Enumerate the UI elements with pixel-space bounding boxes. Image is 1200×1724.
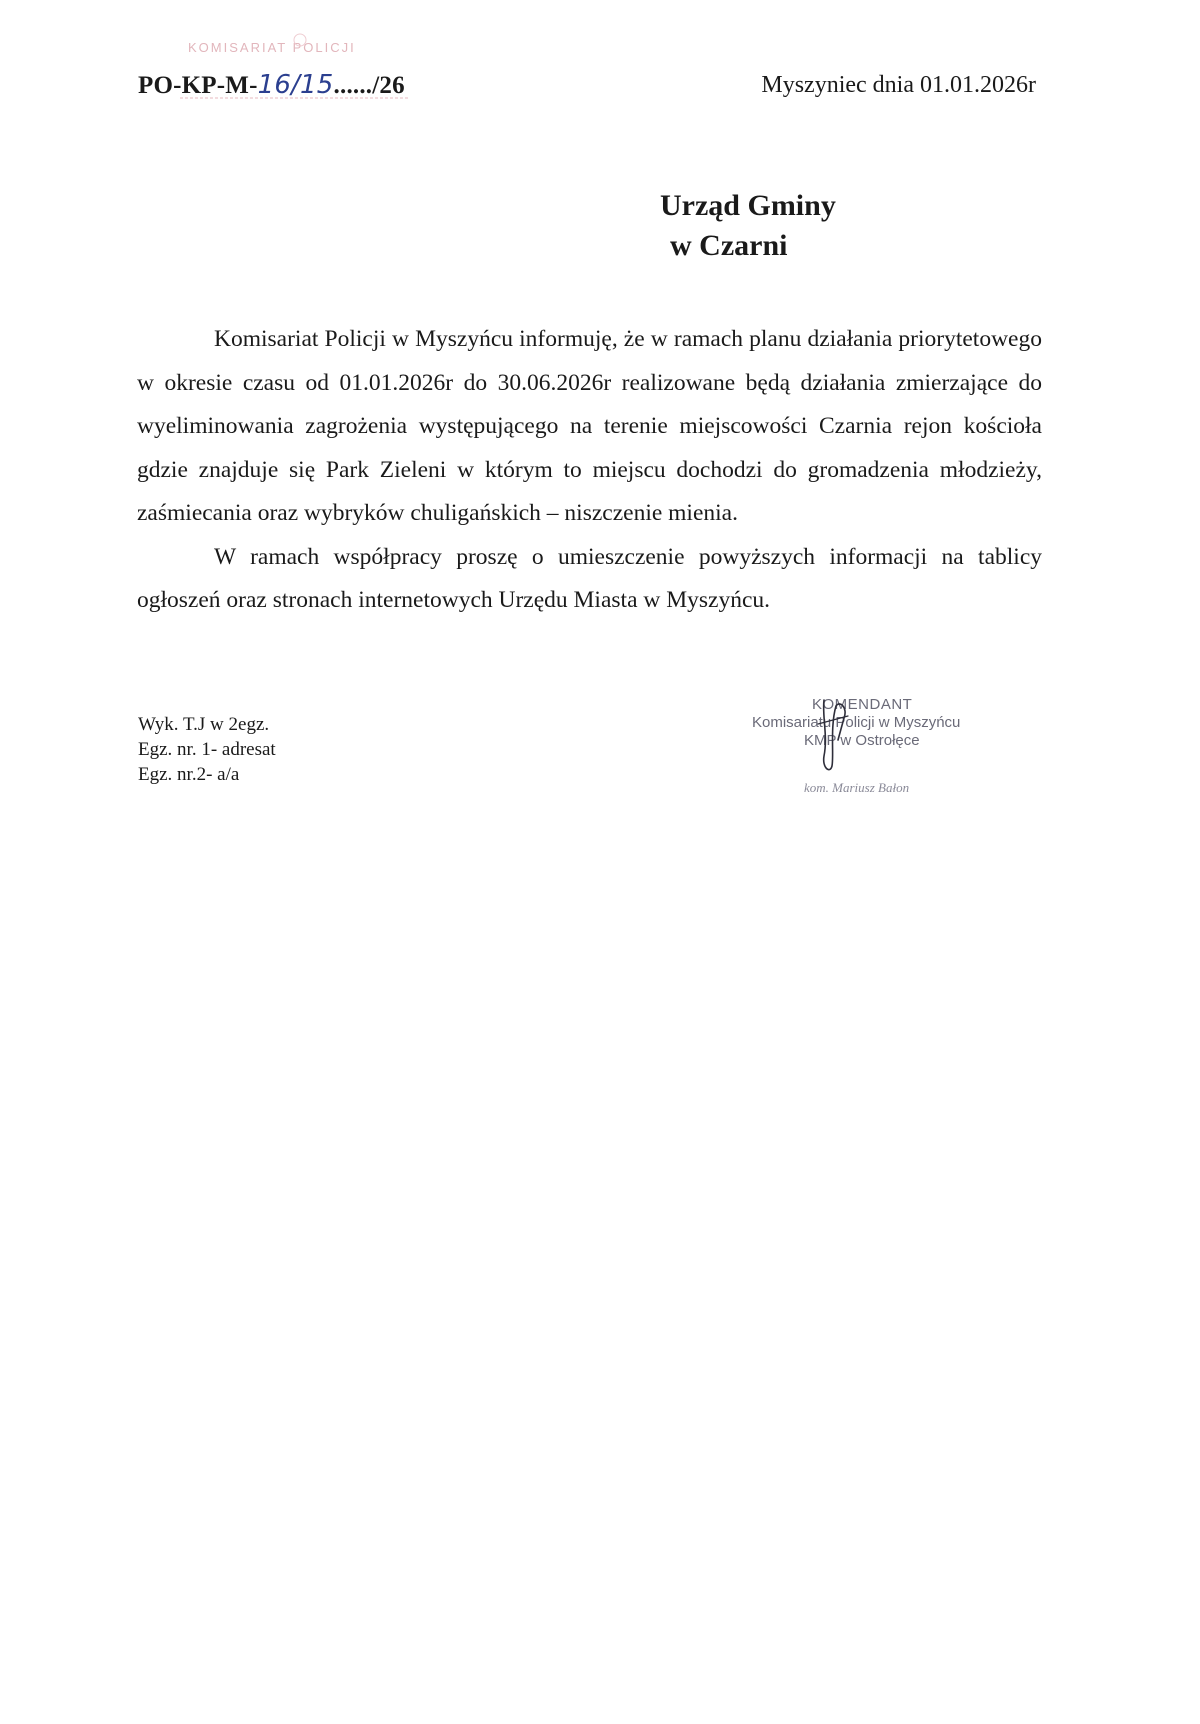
addressee-line2: w Czarni (670, 229, 788, 262)
signature-unit-line1: Komisariatu Policji w Myszyńcu (752, 714, 961, 731)
body-paragraph-2: W ramach współpracy proszę o umieszczenie powyższych informacji na tablicy ogłoszeń oraz stronach internetowych Urzędu Miasta w Myszyńcu. (137, 543, 1042, 613)
signature-title: KOMENDANT (812, 696, 913, 713)
copies-line-3: Egz. nr.2- a/a (138, 764, 240, 785)
signature-unit-line2: KMP w Ostrołęce (804, 732, 920, 749)
signature-stamp (752, 696, 1012, 806)
reference-suffix: ....../26 (333, 72, 405, 99)
copies-note (138, 712, 276, 787)
addressee (660, 186, 836, 266)
copies-line-2: Egz. nr. 1- adresat (138, 739, 276, 760)
reference-handwritten: 16/15 (257, 70, 334, 100)
signature-name: kom. Mariusz Bałon (804, 780, 910, 795)
copies-line-1: Wyk. T.J w 2egz. (138, 714, 270, 735)
addressee-line1: Urząd Gminy (660, 189, 836, 222)
body-paragraph-1: Komisariat Policji w Myszyńcu informuję, że w ramach planu działania priorytetowego w okresie czasu od 01.01.2026r do 30.06.2026r realizowane będą działania zmierzające do wyeliminowania zagrożenia występującego na terenie miejscowości Czarnia rejon kościoła gdzie znajduje się Park Zieleni w którym to miejscu dochodzi do gromadzenia młodzieży, zaśmiecania oraz wybryków chuligańskich – niszczenie mienia. (137, 326, 1042, 526)
reference-prefix: PO-KP-M- (138, 72, 258, 99)
place-and-date: Myszyniec dnia 01.01.2026r (761, 72, 1036, 98)
registration-stamp-text: KOMISARIAT POLICJI (188, 40, 356, 55)
reference-number (138, 70, 405, 100)
letter-body (137, 318, 1042, 623)
